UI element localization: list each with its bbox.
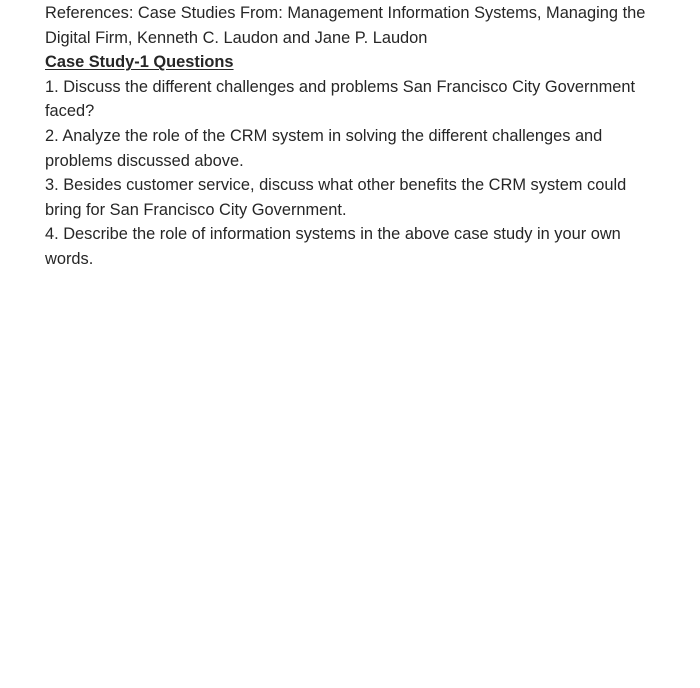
case-study-heading: Case Study-1 Questions	[45, 53, 234, 72]
question-item: 4. Describe the role of information systems in the above case study in your own words.	[45, 225, 621, 268]
question-list	[45, 75, 660, 272]
question-item: 2. Analyze the role of the CRM system in solving the different challenges and problems discussed above.	[45, 126, 603, 170]
references-text: References: Case Studies From: Management Information Systems, Managing the Digital Firm, Kenneth C. Laudon and Jane P. Laudon	[45, 4, 646, 47]
question-item: 1. Discuss the different challenges and problems San Francisco City Government faced?	[45, 77, 636, 121]
question-item: 3. Besides customer service, discuss what other benefits the CRM system could bring for San Francisco City Government.	[45, 176, 627, 219]
